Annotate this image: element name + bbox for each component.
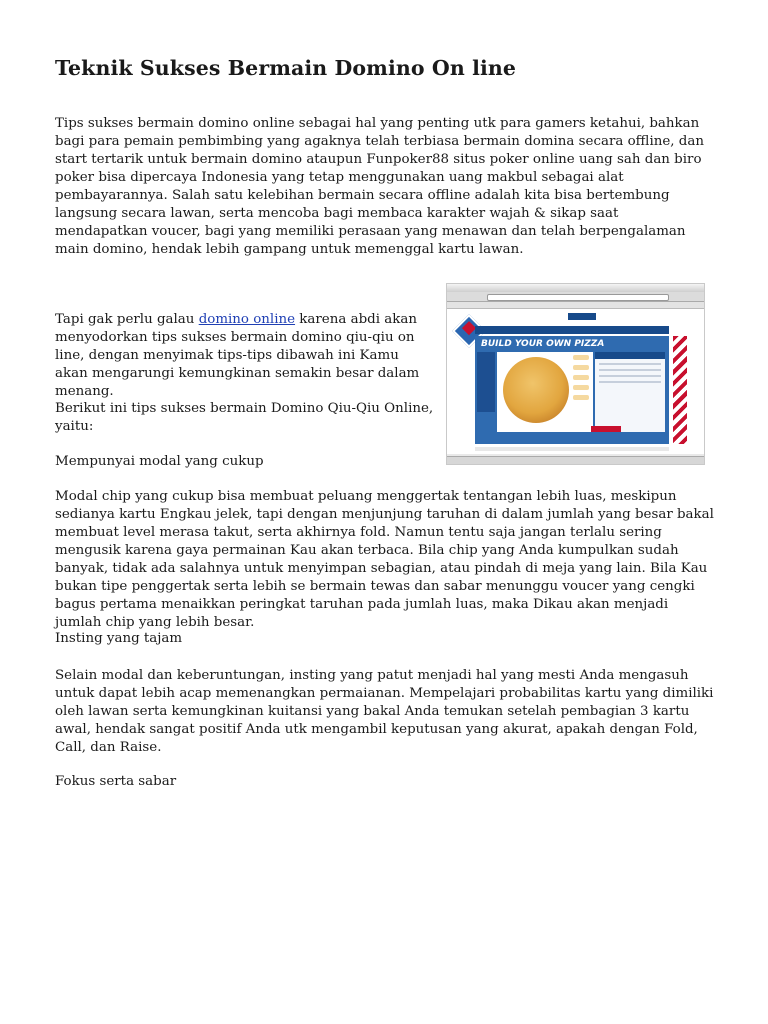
browser-bookmarks-bar xyxy=(447,302,704,309)
phone-badge xyxy=(568,313,596,320)
pizza-website-screenshot xyxy=(446,283,705,465)
order-summary-panel xyxy=(595,352,665,432)
intro-paragraph: Tips sukses bermain domino online sebagai hal yang penting utk para gamers ketahui, bahkan bagi para pemain pembimbing yang agaknya telah terbiasa bermain domina secara offline, dan start tertarik untuk bermain domino ataupun Funpoker88 situs poker online uang sah dan biro poker bisa dipercaya Indonesia yang tetap menggunakan uang makbul sebagai alat pembayarannya. Salah satu kelebihan bermain secara offline adalah kita bisa bertembung langsung secara lawan, serta mencoba bagi membaca karakter wajah & sikap saat mendapatkan voucer, bagi yang memiliki perasaan yang menawan dan telah berpengalaman main domino, hendak lebih gampang untuk memenggal kartu lawan. xyxy=(55,116,704,257)
paragraph-domino-online xyxy=(55,311,435,401)
browser-toolbar xyxy=(447,292,704,302)
site-footer xyxy=(475,447,669,451)
paragraph-insting: Selain modal dan keberuntungan, insting yang patut menjadi hal yang mesti Anda mengasuh untuk dapat lebih acap memenangkan permaianan. Mempelajari probabilitas kartu yang dimiliki oleh lawan serta kemungkinan kuitansi yang bakal Anda temukan setelah pembagian 3 kartu awal, hendak sangat positif Anda utk mengambil keputusan yang akurat, apakah dengan Fold, Call, dan Raise. xyxy=(55,668,714,755)
site-top-nav xyxy=(475,326,669,334)
add-to-order-button xyxy=(591,426,621,432)
topping-options xyxy=(573,355,591,425)
paragraph-modal: Modal chip yang cukup bisa membuat peluang menggertak tentangan lebih luas, meskipun sedianya kartu Engkau jelek, tapi dengan menjunjung taruhan di dalam jumlah yang besar bakal membuat level merasa takut, serta akhirnya fold. Namun tentu saja jangan terlalu sering mengusik karena gaya permainan Kau akan terbaca. Bila chip yang Anda kumpulkan sudah banyak, tidak ada salahnya untuk menyimpan sebagian, atau pindah di meja yang lain. Bila Kau bukan tipe penggertak serta lebih se bermain tewas dan sabar menunggu voucer yang cengki bagus pertama menaikkan peringkat taruhan pada jumlah luas, maka Dikau akan menjadi jumlah chip yang lebih besar. xyxy=(55,489,714,630)
paragraph-text-before-link: Tapi gak perlu galau xyxy=(55,312,199,327)
section-heading-modal: Mempunyai modal yang cukup xyxy=(55,454,264,469)
paragraph-tips-intro: Berikut ini tips sukses bermain Domino Qiu-Qiu Online, yaitu: xyxy=(55,401,434,434)
browser-statusbar xyxy=(447,456,704,465)
browser-titlebar xyxy=(447,284,704,292)
site-sidebar-nav xyxy=(477,352,495,412)
domino-online-link[interactable]: domino online xyxy=(198,312,296,327)
paragraph-text-after-link: karena abdi akan menyodorkan tips sukses bermain domino qiu-qiu on line, dengan menyimak tips-tips dibawah ini Kamu akan mengarungi kemungkinan semakin besar dalam menang. xyxy=(55,312,420,399)
browser-url-bar xyxy=(487,294,669,301)
decorative-stripes xyxy=(673,336,687,444)
site-page xyxy=(447,309,704,454)
section-heading-insting: Insting yang tajam xyxy=(55,631,183,646)
page-title: Teknik Sukses Bermain Domino On line xyxy=(55,56,516,80)
pizza-image xyxy=(503,357,569,423)
build-pizza-heading: BUILD YOUR OWN PIZZA xyxy=(481,339,605,349)
section-heading-fokus: Fokus serta sabar xyxy=(55,774,177,789)
